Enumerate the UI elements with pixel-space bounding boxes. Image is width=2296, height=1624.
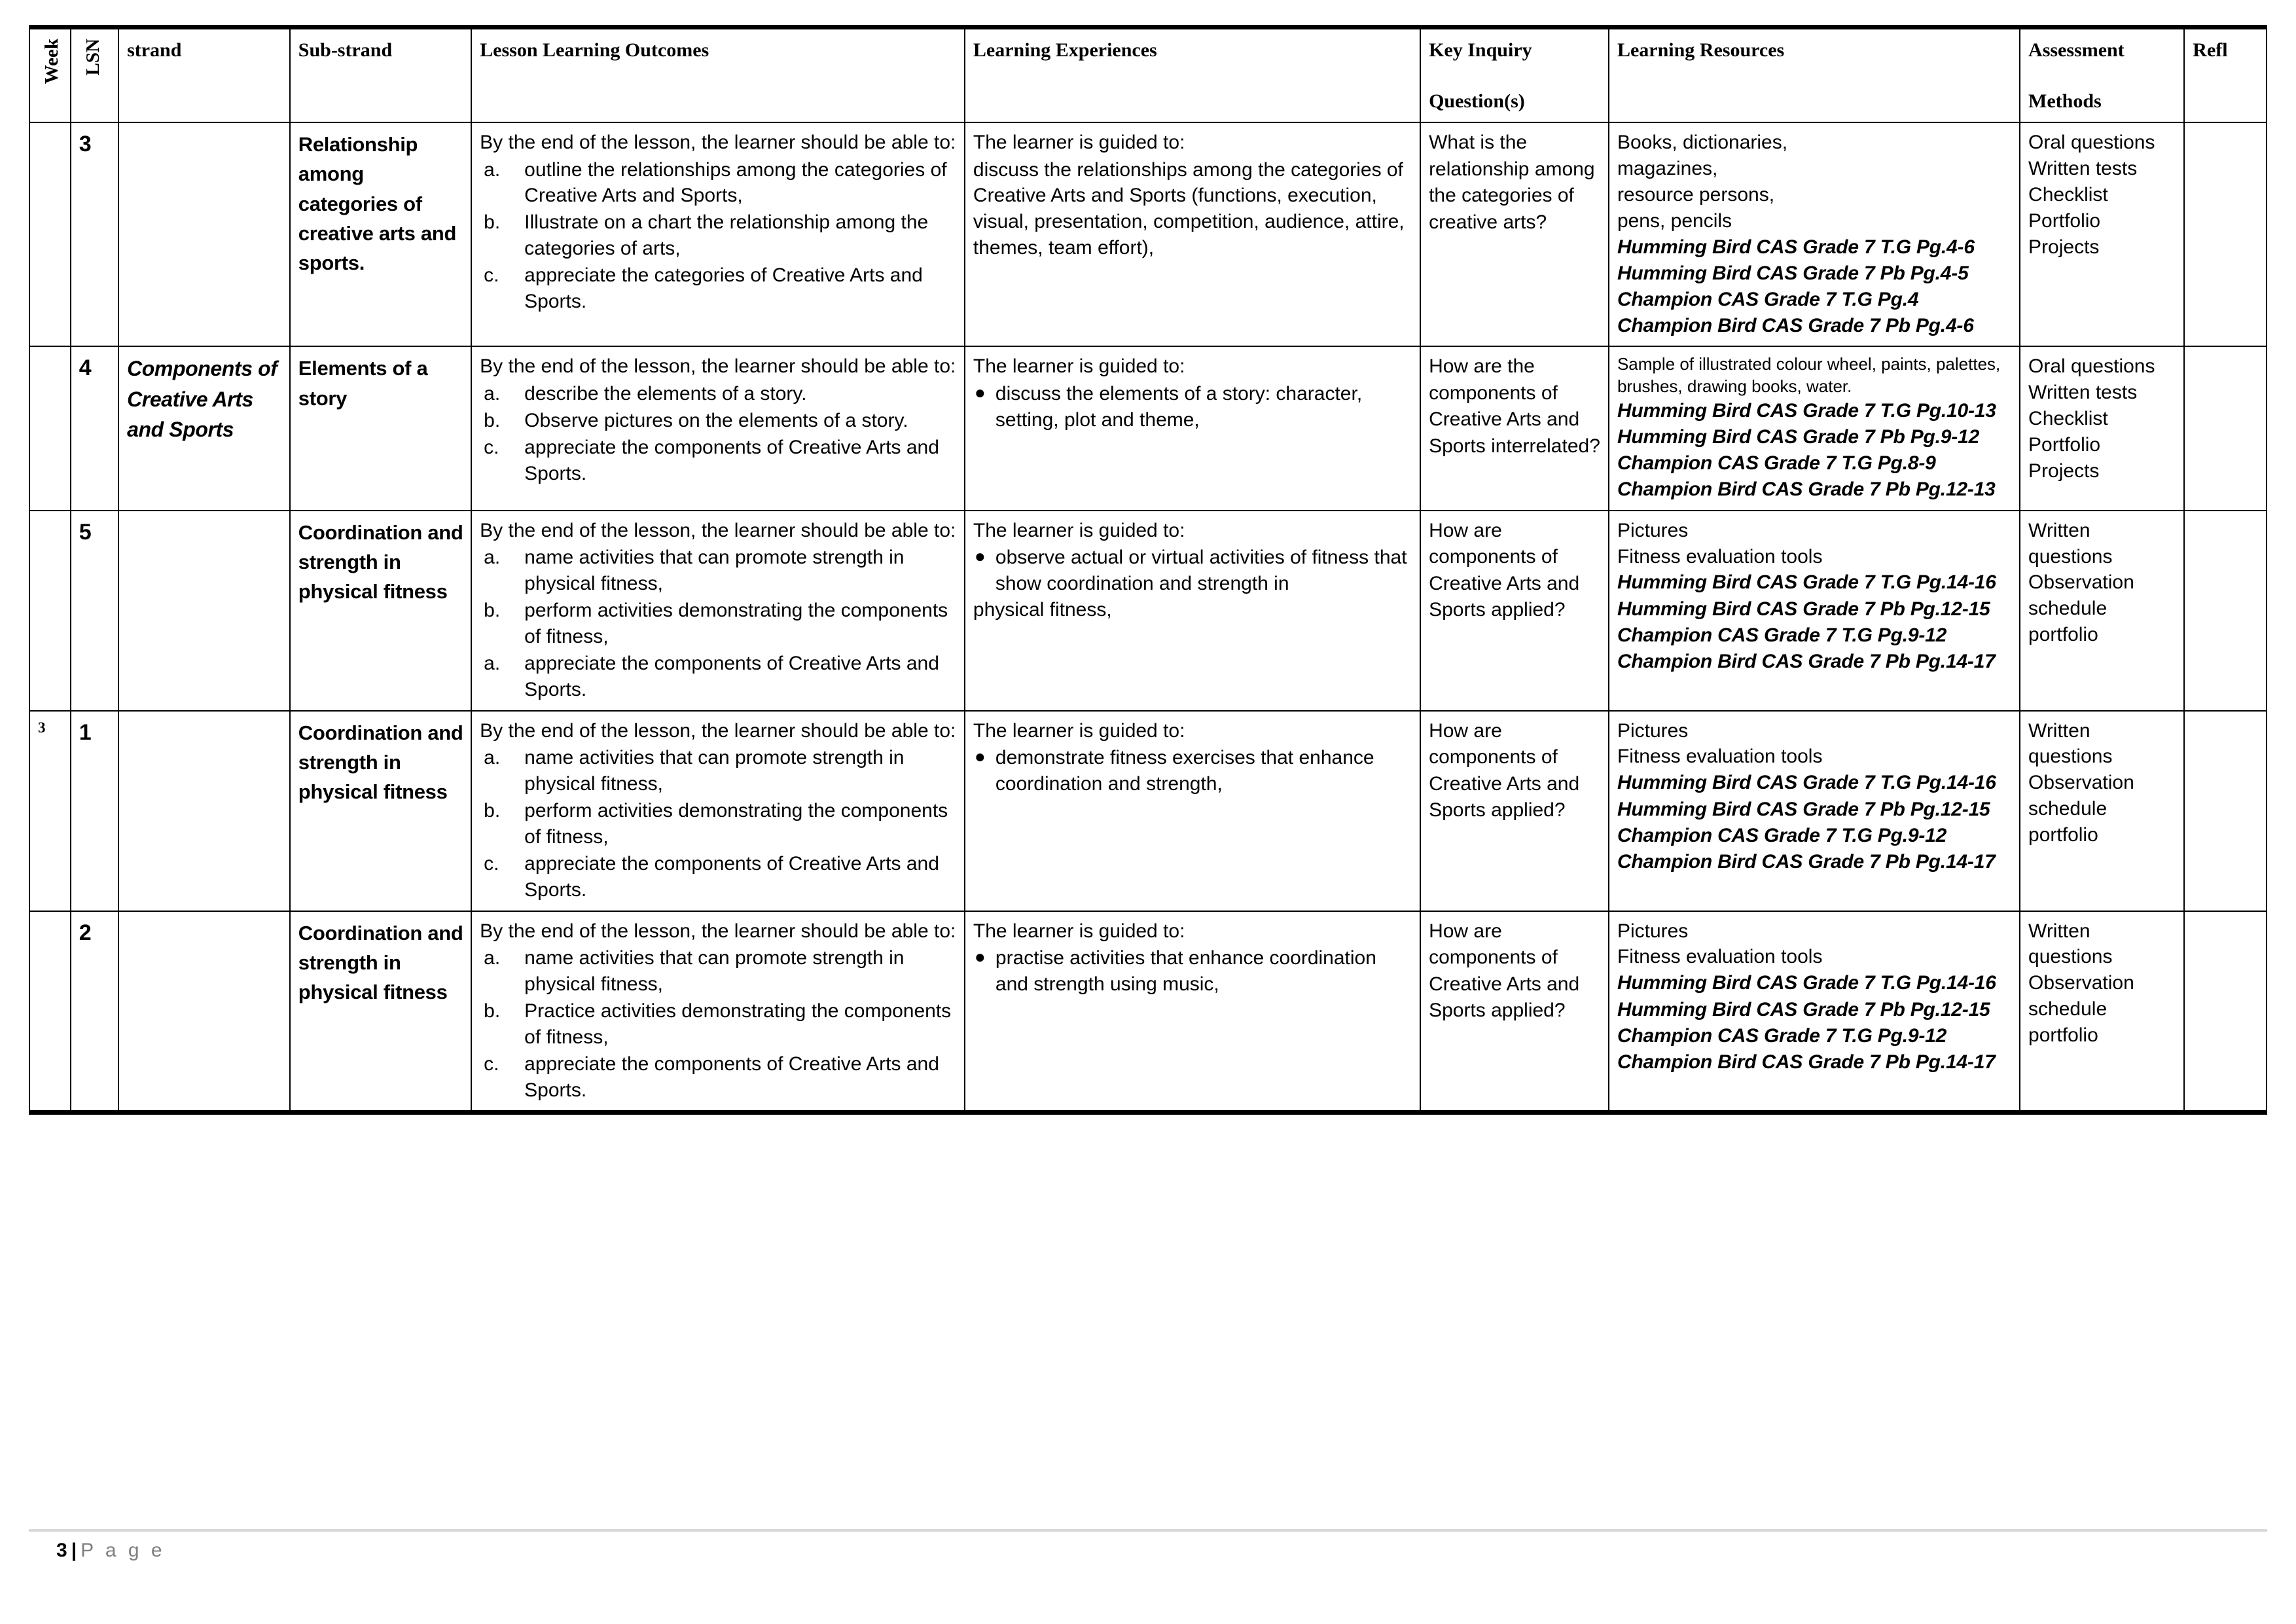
resource-reference: Humming Bird CAS Grade 7 Pb Pg.4-5 [1617,262,1969,284]
table-row [29,122,2267,346]
llo-item-marker: a. [484,747,501,769]
resource-reference: Champion Bird CAS Grade 7 Pb Pg.12-13 [1617,478,1996,501]
cell-lesson-learning-outcomes [471,511,965,711]
assessment-method: portfolio [2028,624,2098,646]
experience-item [973,381,1413,433]
bullet-icon: ● [974,947,986,967]
cell-key-inquiry-question: How are components of Creative Arts and Sports applied? [1420,511,1609,711]
cell-refl [2184,911,2267,1113]
llo-item-marker: b. [484,799,501,821]
resource-material-line: Fitness evaluation tools [1617,946,1823,968]
llo-item [480,1051,958,1104]
llo-item [480,408,958,434]
llo-item-text: Illustrate on a chart the relationship among the categories of arts, [524,211,929,260]
assessment-method: Projects [2028,236,2100,258]
llo-item [480,262,958,315]
llo-item-text: describe the elements of a story. [524,382,807,405]
column-header-assessment-methods [2020,27,2184,123]
footer-separator: | [71,1540,77,1561]
llo-list [480,545,958,702]
cell-learning-resources [1609,346,2020,510]
llo-item-marker: a. [484,158,501,181]
llo-item-text: name activities that can promote strength in physical fitness, [524,947,905,996]
cell-lesson-learning-outcomes [471,911,965,1113]
llo-item-marker: b. [484,600,501,622]
llo-item [480,945,958,998]
experience-item [973,157,1413,262]
table-row [29,511,2267,711]
resource-reference: Humming Bird CAS Grade 7 T.G Pg.10-13 [1617,399,1996,422]
llo-list [480,381,958,487]
key-inquiry-line-1: Key Inquiry [1429,39,1532,61]
assessment-method: Written questions [2028,920,2113,968]
cell-week: 3 [29,711,71,911]
llo-item-marker: c. [484,436,499,458]
experience-list [973,157,1413,262]
cell-lsn: 2 [71,911,118,1113]
page-footer [29,1529,2267,1562]
llo-list [480,945,958,1103]
experience-item [973,597,1413,623]
experience-item-text: observe actual or virtual activities of fitness that show coordination and strength in [995,547,1407,595]
cell-lsn: 4 [71,346,118,510]
cell-learning-resources [1609,711,2020,911]
resource-material-line: pens, pencils [1617,209,1732,232]
resource-materials [1617,130,2013,234]
llo-item [480,798,958,850]
llo-item-marker: b. [484,1000,501,1022]
cell-refl [2184,511,2267,711]
resource-reference: Humming Bird CAS Grade 7 T.G Pg.4-6 [1617,236,1975,258]
resource-reference: Humming Bird CAS Grade 7 T.G Pg.14-16 [1617,972,1996,994]
resource-material-line: Pictures [1617,519,1689,541]
llo-item-text: appreciate the components of Creative Arts and Sports. [524,852,939,901]
cell-learning-experiences [965,122,1420,346]
cell-key-inquiry-question: How are components of Creative Arts and Sports applied? [1420,711,1609,911]
cell-sub-strand: Coordination and strength in physical fitness [290,711,471,911]
header-row [29,27,2267,123]
assessment-method: Portfolio [2028,433,2101,456]
cell-week [29,911,71,1113]
llo-list [480,157,958,315]
cell-learning-experiences [965,346,1420,510]
llo-item-text: name activities that can promote strength in physical fitness, [524,547,905,595]
assessment-method: portfolio [2028,1024,2098,1047]
cell-refl [2184,711,2267,911]
column-header-sub-strand: Sub-strand [290,27,471,123]
cell-learning-experiences [965,511,1420,711]
column-header-strand: strand [118,27,290,123]
experience-list [973,945,1413,998]
experience-item-text: practise activities that enhance coordination and strength using music, [995,947,1376,996]
assessment-method: Written questions [2028,519,2113,568]
llo-item-text: perform activities demonstrating the components of fitness, [524,799,948,848]
cell-sub-strand: Elements of a story [290,346,471,510]
cell-week [29,122,71,346]
experience-list [973,745,1413,797]
column-header-lsn: LSN [71,27,118,123]
llo-item [480,851,958,903]
llo-lead: By the end of the lesson, the learner should be able to: [480,132,956,153]
llo-item [480,157,958,209]
resource-references [1617,234,2013,340]
resource-material-line: Fitness evaluation tools [1617,545,1823,568]
resource-reference: Humming Bird CAS Grade 7 T.G Pg.14-16 [1617,772,1996,794]
bullet-icon: ● [974,382,986,403]
experience-lead: The learner is guided to: [973,132,1185,153]
cell-sub-strand: Coordination and strength in physical fitness [290,911,471,1113]
llo-item-text: appreciate the categories of Creative Arts and Sports. [524,264,923,313]
llo-item-text: appreciate the components of Creative Arts and Sports. [524,652,939,700]
assessment-method: Oral questions [2028,132,2155,153]
cell-learning-resources [1609,511,2020,711]
llo-item-text: Observe pictures on the elements of a story. [524,409,908,431]
cell-key-inquiry-question: How are the components of Creative Arts and Sports interrelated? [1420,346,1609,510]
column-header-week: Week [29,27,71,123]
cell-week [29,346,71,510]
llo-list [480,745,958,903]
column-header-refl: Refl [2184,27,2267,123]
resource-reference: Champion Bird CAS Grade 7 Pb Pg.14-17 [1617,651,1996,672]
resource-material-line: resource persons, [1617,183,1775,206]
llo-item [480,651,958,703]
resource-materials [1617,718,2013,770]
llo-item-marker: a. [484,947,501,969]
cell-learning-resources [1609,911,2020,1113]
resource-references [1617,770,2013,875]
llo-item [480,381,958,407]
column-header-learning-resources: Learning Resources [1609,27,2020,123]
resource-references [1617,970,2013,1075]
assessment-method: Written tests [2028,157,2138,179]
llo-item [480,545,958,597]
llo-item-marker: a. [484,547,501,569]
resource-references [1617,569,2013,675]
llo-lead: By the end of the lesson, the learner should be able to: [480,519,956,541]
resource-material-line: Pictures [1617,920,1689,942]
llo-item [480,435,958,487]
resource-material-line: Pictures [1617,719,1689,742]
resource-material-line: magazines, [1617,157,1718,179]
cell-lsn: 5 [71,511,118,711]
llo-item [480,998,958,1051]
llo-lead: By the end of the lesson, the learner should be able to: [480,355,956,378]
resource-material-line: Fitness evaluation tools [1617,746,1823,768]
cell-lesson-learning-outcomes [471,122,965,346]
experience-lead: The learner is guided to: [973,355,1185,378]
resource-materials [1617,518,2013,570]
resource-reference: Champion CAS Grade 7 T.G Pg.4 [1617,288,1919,310]
resource-reference: Humming Bird CAS Grade 7 Pb Pg.12-15 [1617,798,1990,820]
cell-key-inquiry-question: How are components of Creative Arts and Sports applied? [1420,911,1609,1113]
table-header [29,27,2267,123]
footer-page-label: P a g e [81,1540,166,1561]
experience-item-text: discuss the elements of a story: character, setting, plot and theme, [995,382,1363,431]
llo-lead: By the end of the lesson, the learner should be able to: [480,920,956,942]
experience-item-text: physical fitness, [973,599,1112,621]
llo-item-marker: b. [484,409,501,431]
llo-item-marker: c. [484,1053,499,1075]
cell-lesson-learning-outcomes [471,711,965,911]
key-inquiry-line-2: Question(s) [1429,90,1525,112]
cell-lsn: 3 [71,122,118,346]
llo-lead: By the end of the lesson, the learner should be able to: [480,719,956,742]
footer-page-number: 3 [56,1540,67,1561]
cell-learning-experiences [965,711,1420,911]
footer-divider [29,1529,2267,1532]
cell-refl [2184,346,2267,510]
assessment-method: Written tests [2028,382,2138,404]
experience-item-text: discuss the relationships among the categories of Creative Arts and Sports (functions, execution, visual, presentation, competition, audience, attire, themes, team effort), [973,158,1405,259]
cell-strand [118,511,290,711]
experience-list [973,381,1413,433]
llo-item-marker: a. [484,382,501,405]
cell-assessment-methods [2020,511,2184,711]
footer-text [29,1540,2267,1562]
experience-lead: The learner is guided to: [973,519,1185,541]
cell-learning-experiences [965,911,1420,1113]
resource-materials [1617,353,2013,398]
cell-assessment-methods [2020,711,2184,911]
experience-list [973,545,1413,623]
experience-lead: The learner is guided to: [973,920,1185,942]
assessment-method: Projects [2028,460,2100,482]
cell-assessment-methods [2020,911,2184,1113]
resource-reference: Humming Bird CAS Grade 7 T.G Pg.14-16 [1617,571,1996,594]
cell-strand: Components of Creative Arts and Sports [118,346,290,510]
llo-item-text: Practice activities demonstrating the components of fitness, [524,1000,952,1048]
assessment-method: Observation schedule [2028,571,2134,620]
cell-learning-resources [1609,122,2020,346]
experience-item-text: demonstrate fitness exercises that enhance coordination and strength, [995,747,1374,795]
llo-item-text: appreciate the components of Creative Arts and Sports. [524,436,939,484]
llo-item-text: name activities that can promote strength in physical fitness, [524,747,905,795]
resource-reference: Champion CAS Grade 7 T.G Pg.8-9 [1617,452,1936,475]
cell-key-inquiry-question: What is the relationship among the categories of creative arts? [1420,122,1609,346]
llo-item-text: outline the relationships among the categories of Creative Arts and Sports, [524,158,947,207]
bullet-icon: ● [974,746,986,767]
cell-sub-strand: Coordination and strength in physical fitness [290,511,471,711]
resource-reference: Champion CAS Grade 7 T.G Pg.9-12 [1617,824,1947,846]
assessment-method: Portfolio [2028,209,2101,232]
cell-lesson-learning-outcomes [471,346,965,510]
resource-reference: Champion CAS Grade 7 T.G Pg.9-12 [1617,624,1947,646]
assessment-method: Observation schedule [2028,972,2134,1020]
cell-assessment-methods [2020,122,2184,346]
llo-item-marker: c. [484,264,499,287]
resource-reference: Humming Bird CAS Grade 7 Pb Pg.9-12 [1617,426,1980,448]
cell-week [29,511,71,711]
resource-reference: Humming Bird CAS Grade 7 Pb Pg.12-15 [1617,998,1990,1020]
assessment-method: portfolio [2028,824,2098,846]
resource-reference: Champion CAS Grade 7 T.G Pg.9-12 [1617,1024,1947,1047]
cell-strand [118,122,290,346]
bullet-icon: ● [974,546,986,567]
assessment-line-2: Methods [2028,90,2102,112]
resource-reference: Champion Bird CAS Grade 7 Pb Pg.14-17 [1617,1051,1996,1073]
resource-reference: Champion Bird CAS Grade 7 Pb Pg.4-6 [1617,315,1974,337]
resource-material-line: Books, dictionaries, [1617,132,1788,153]
assessment-method: Checklist [2028,183,2108,206]
resource-materials [1617,918,2013,971]
llo-item [480,745,958,797]
cell-refl [2184,122,2267,346]
table-row [29,911,2267,1113]
column-header-learning-experiences: Learning Experiences [965,27,1420,123]
resource-references [1617,398,2013,503]
table-row [29,711,2267,911]
assessment-method: Observation schedule [2028,772,2134,820]
table-body [29,122,2267,1113]
assessment-line-1: Assessment [2028,39,2125,61]
llo-item-marker: c. [484,852,499,875]
llo-item-marker: b. [484,211,501,234]
cell-sub-strand: Relationship among categories of creative arts and sports. [290,122,471,346]
cell-strand [118,711,290,911]
llo-item-text: perform activities demonstrating the components of fitness, [524,600,948,647]
scheme-of-work-table [29,25,2267,1115]
resource-reference: Humming Bird CAS Grade 7 Pb Pg.12-15 [1617,598,1990,620]
llo-item-marker: a. [484,652,501,674]
resource-reference: Champion Bird CAS Grade 7 Pb Pg.14-17 [1617,850,1996,873]
experience-lead: The learner is guided to: [973,719,1185,742]
assessment-method: Written questions [2028,719,2113,768]
llo-item [480,598,958,650]
experience-item [973,745,1413,797]
llo-item-text: appreciate the components of Creative Arts and Sports. [524,1053,939,1101]
experience-item [973,945,1413,998]
assessment-method: Oral questions [2028,355,2155,378]
table-row [29,346,2267,510]
llo-item [480,209,958,262]
experience-item [973,545,1413,597]
assessment-method: Checklist [2028,408,2108,430]
cell-assessment-methods [2020,346,2184,510]
column-header-key-inquiry-questions [1420,27,1609,123]
cell-lsn: 1 [71,711,118,911]
cell-strand [118,911,290,1113]
resource-material-line: Sample of illustrated colour wheel, paints, palettes, brushes, drawing books, water. [1617,354,2001,397]
column-header-lesson-learning-outcomes: Lesson Learning Outcomes [471,27,965,123]
